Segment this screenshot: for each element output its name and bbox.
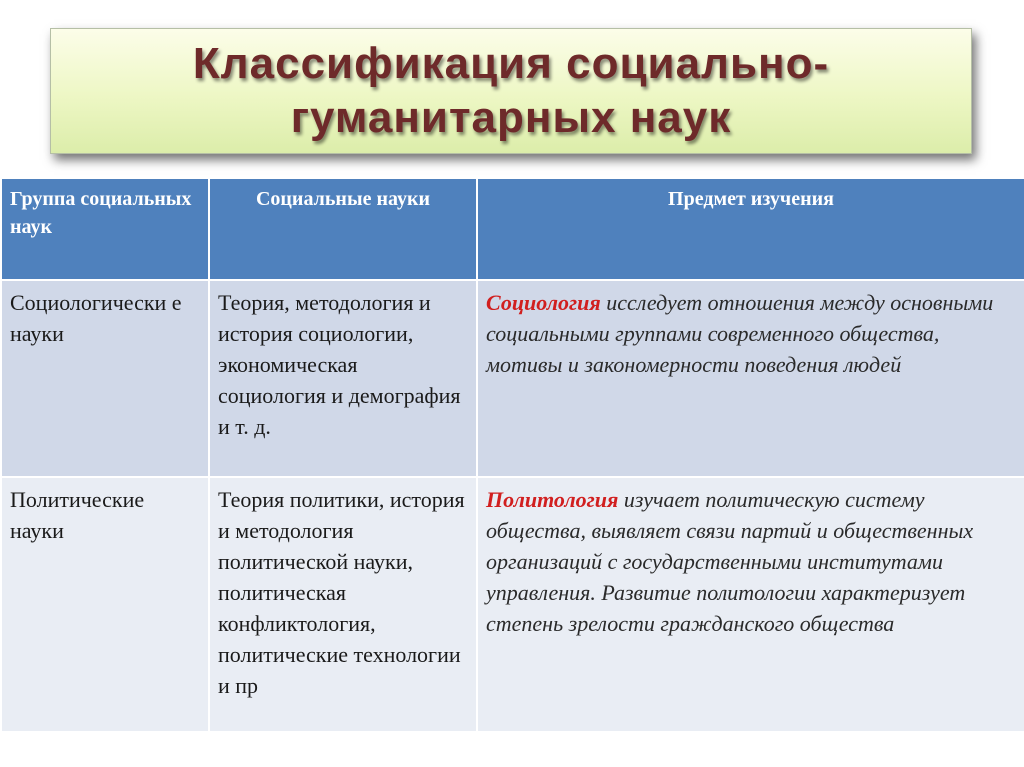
- header-sciences: Социальные науки: [209, 178, 477, 280]
- row-group-cell: Политические науки: [1, 477, 209, 732]
- table-header-row: [1, 178, 1024, 280]
- subject-term: Политология: [486, 487, 619, 512]
- title-banner: [50, 28, 972, 154]
- table-row: [1, 280, 1024, 477]
- title-line-2: гуманитарных наук: [290, 93, 732, 142]
- row-sciences-cell: Теория политики, история и методология политической науки, политическая конфликтология, политические технологии и пр: [209, 477, 477, 732]
- subject-text: изучает политическую систему общества, выявляет связи партий и общественных организаций с государственными институтами управления. Развитие политологии характеризует степень зрелости гражданского общества: [486, 487, 974, 636]
- row-subject-cell: [477, 477, 1024, 732]
- title-line-1: Классификация социально-: [192, 39, 830, 88]
- row-group-cell: Социологически е науки: [1, 280, 209, 477]
- subject-term: Социология: [486, 290, 601, 315]
- classification-table: [0, 177, 1024, 733]
- bottom-margin: [0, 733, 1024, 767]
- subject-text: исследует отношения между основными социальными группами современного общества, мотивы и закономерности поведения людей: [486, 290, 994, 377]
- row-subject-cell: [477, 280, 1024, 477]
- row-sciences-cell: Теория, методология и история социологии, экономическая социология и демография и т. д.: [209, 280, 477, 477]
- header-group: Группа социальных наук: [1, 178, 209, 280]
- table-row: [1, 477, 1024, 732]
- header-subject: Предмет изучения: [477, 178, 1024, 280]
